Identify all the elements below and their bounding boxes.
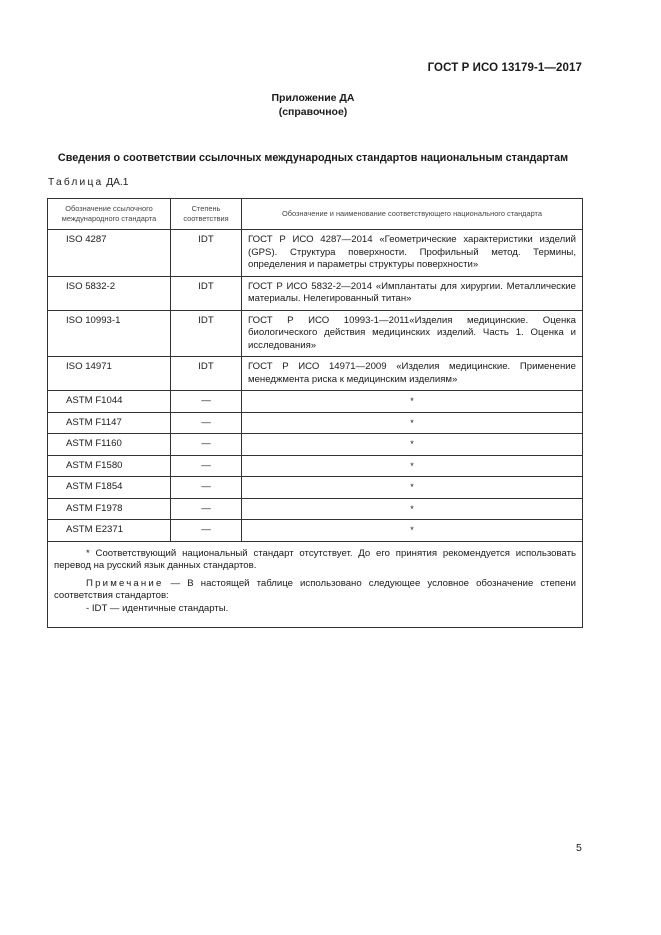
cell-national-standard: * [242,391,583,413]
appendix-title: Приложение ДА [271,92,355,104]
cell-degree: IDT [171,230,242,277]
table-row [48,498,583,520]
appendix-subtitle: (справочное) [278,106,348,118]
note-item: - IDT — идентичные стандарты. [86,602,229,614]
appendix-heading [0,91,626,119]
cell-code: ISO 4287 [48,230,171,277]
cell-degree: — [171,520,242,542]
cell-code: ISO 14971 [48,357,171,391]
section-title: Сведения о соответствии ссылочных международных стандартов национальным стандартам [57,152,569,164]
note [54,578,576,603]
table-label-number: ДА.1 [106,177,129,188]
table-row [48,310,583,357]
table-footer-row [48,541,583,628]
cell-national-standard: ГОСТ Р ИСО 4287—2014 «Геометрические характеристики изделий (GPS). Структура поверхности. Профильный метод. Термины, определения и параметры структуры поверхности» [242,230,583,277]
cell-code: ASTM F1160 [48,434,171,456]
cell-degree: IDT [171,357,242,391]
cell-code: ISO 10993-1 [48,310,171,357]
cell-code: ASTM F1580 [48,455,171,477]
cell-national-standard: * [242,434,583,456]
cell-national-standard: * [242,477,583,499]
cell-code: ISO 5832-2 [48,276,171,310]
cell-national-standard: * [242,520,583,542]
footnote: * Соответствующий национальный стандарт отсутствует. До его принятия рекомендуется использовать перевод на русский язык данных стандартов. [54,547,576,571]
page-number: 5 [576,842,582,854]
table-row [48,230,583,277]
cell-national-standard: ГОСТ Р ИСО 10993-1—2011«Изделия медицинские. Оценка биологического действия медицинских изделий. Часть 1. Оценка и исследования» [242,310,583,357]
cell-code: ASTM F1147 [48,412,171,434]
table-row [48,434,583,456]
cell-code: ASTM F1854 [48,477,171,499]
document-code: ГОСТ Р ИСО 13179-1—2017 [427,62,582,74]
cell-code: ASTM E2371 [48,520,171,542]
table-row [48,520,583,542]
cell-degree: — [171,434,242,456]
table-row [48,477,583,499]
cell-national-standard: * [242,455,583,477]
cell-code: ASTM F1978 [48,498,171,520]
table-label-word: Таблица [48,177,104,188]
cell-national-standard: ГОСТ Р ИСО 5832-2—2014 «Имплантаты для хирургии. Металлические материалы. Нелегированный титан» [242,276,583,310]
cell-national-standard: ГОСТ Р ИСО 14971—2009 «Изделия медицинские. Применение менеджмента риска к медицинским изделиям» [242,357,583,391]
cell-code: ASTM F1044 [48,391,171,413]
table-row [48,391,583,413]
cell-degree: IDT [171,276,242,310]
cell-degree: IDT [171,310,242,357]
standards-table [47,198,583,628]
table-row [48,455,583,477]
note-text: — В настоящей таблице использовано следующее условное обозначение степени соответствия стандартов: [54,577,576,601]
header-international-standard: Обозначение ссылочного международного стандарта [48,199,171,230]
table-row [48,357,583,391]
header-national-standard: Обозначение и наименование соответствующего национального стандарта [242,199,583,230]
header-degree: Степень соответствия [171,199,242,230]
table-row [48,412,583,434]
table-label [48,177,128,188]
cell-national-standard: * [242,498,583,520]
cell-national-standard: * [242,412,583,434]
table-header-row [48,199,583,230]
cell-degree: — [171,412,242,434]
cell-degree: — [171,391,242,413]
table-footer [48,541,583,628]
note-label: Примечание [86,577,164,589]
cell-degree: — [171,455,242,477]
table-row [48,276,583,310]
cell-degree: — [171,498,242,520]
cell-degree: — [171,477,242,499]
